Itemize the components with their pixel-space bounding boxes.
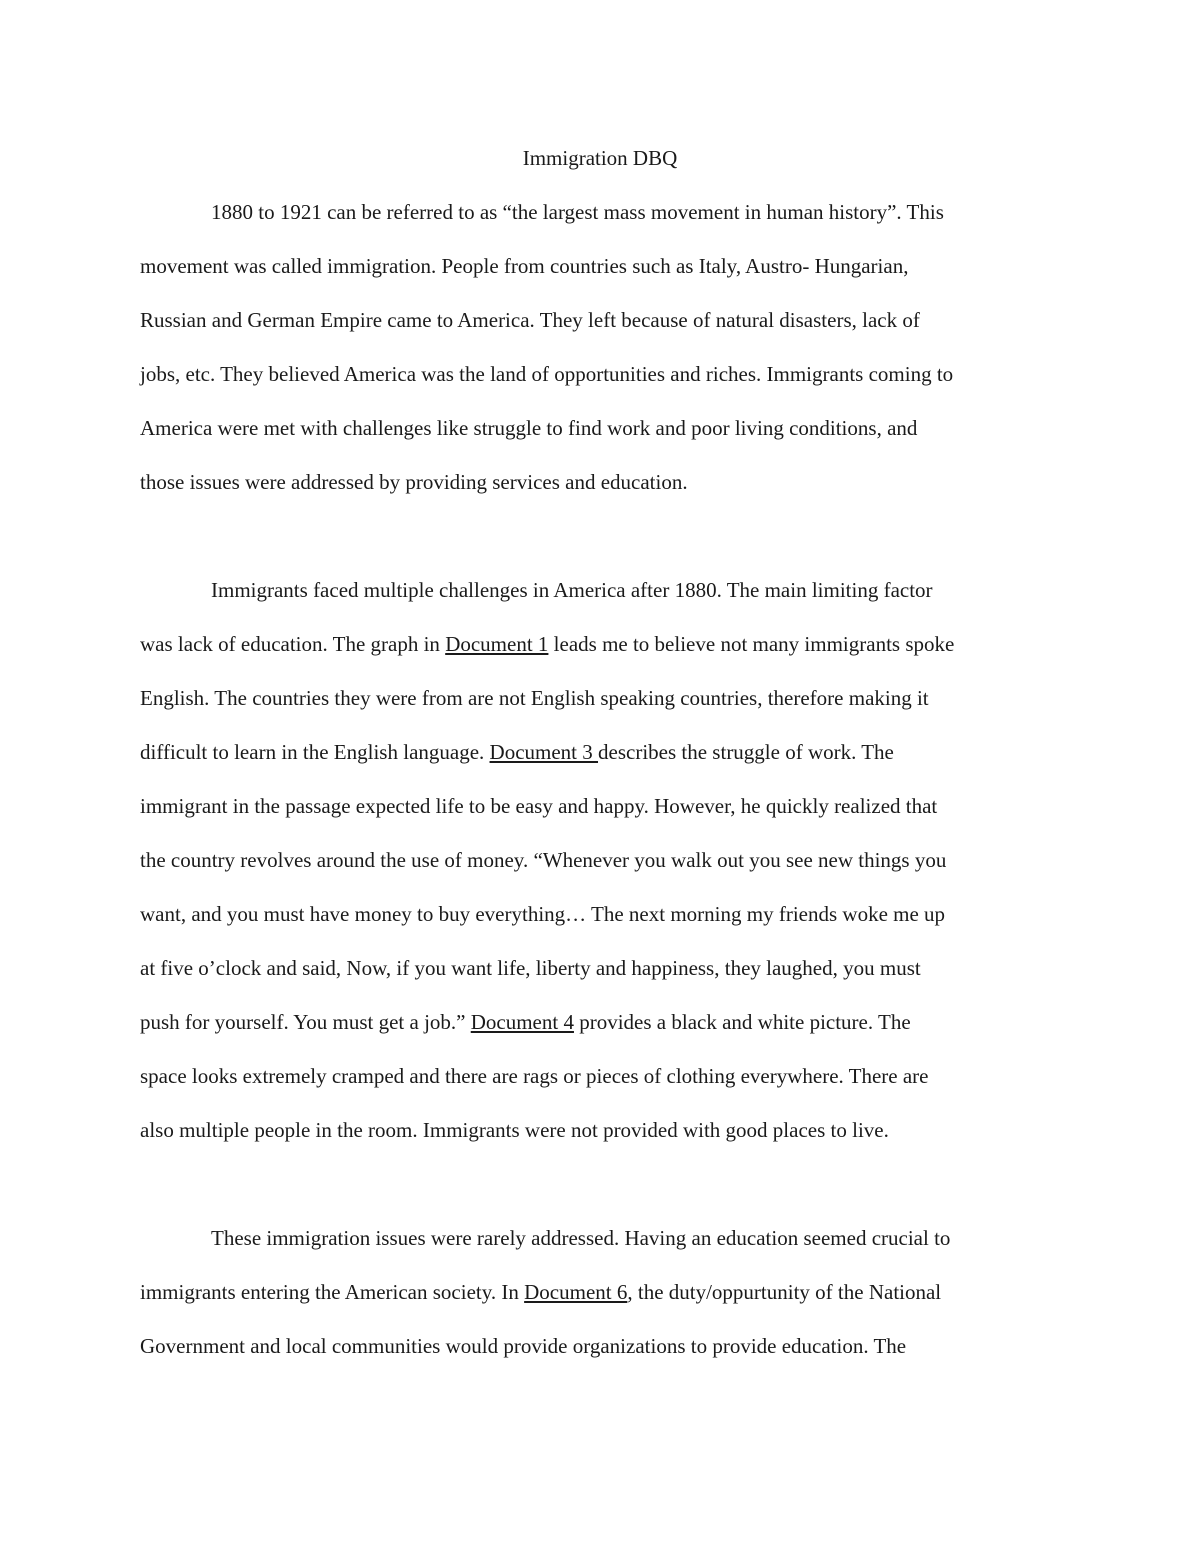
paragraph-2-line: the country revolves around the use of money. “Whenever you walk out you see new things you <box>140 848 947 872</box>
paragraph-3-line <box>140 1278 941 1306</box>
line-text: was lack of education. The graph in <box>140 632 446 656</box>
paragraph-1-line: movement was called immigration. People from countries such as Italy, Austro- Hungarian, <box>140 254 909 278</box>
paragraph-1-line: jobs, etc. They believed America was the land of opportunities and riches. Immigrants coming to <box>140 362 954 386</box>
document-1-reference: Document 1 <box>445 632 549 656</box>
line-text: leads me to believe not many immigrants spoke <box>548 632 955 656</box>
paragraph-1-line: those issues were addressed by providing services and education. <box>140 470 688 494</box>
paragraph-2-line <box>140 738 894 766</box>
line-text: difficult to learn in the English language. <box>140 740 490 764</box>
paragraph-2-line: Immigrants faced multiple challenges in America after 1880. The main limiting factor <box>211 578 933 602</box>
paragraph-1-line: America were met with challenges like struggle to find work and poor living conditions, and <box>140 416 918 440</box>
line-text: provides a black and white picture. The <box>573 1010 911 1034</box>
line-text: , the duty/oppurtunity of the National <box>627 1280 942 1304</box>
line-text: immigrants entering the American society. In <box>140 1280 525 1304</box>
paragraph-3-line: Government and local communities would provide organizations to provide education. The <box>140 1334 907 1358</box>
paragraph-2-line: at five o’clock and said, Now, if you want life, liberty and happiness, they laughed, you must <box>140 956 921 980</box>
paragraph-2-line: space looks extremely cramped and there are rags or pieces of clothing everywhere. There are <box>140 1064 929 1088</box>
paragraph-3-line: These immigration issues were rarely addressed. Having an education seemed crucial to <box>211 1226 951 1250</box>
document-4-reference: Document 4 <box>470 1010 574 1034</box>
document-6-reference: Document 6 <box>524 1280 628 1304</box>
paragraph-1-line: 1880 to 1921 can be referred to as “the largest mass movement in human history”. This <box>211 200 944 224</box>
line-text: describes the struggle of work. The <box>598 740 894 764</box>
paragraph-2-line: English. The countries they were from are not English speaking countries, therefore making it <box>140 686 929 710</box>
document-3-reference: Document 3 <box>489 740 599 764</box>
paragraph-1-line: Russian and German Empire came to America. They left because of natural disasters, lack of <box>140 308 920 332</box>
line-text: push for yourself. You must get a job.” <box>140 1010 471 1034</box>
paragraph-2-line: immigrant in the passage expected life to be easy and happy. However, he quickly realized that <box>140 794 938 818</box>
paragraph-2-line: want, and you must have money to buy everything… The next morning my friends woke me up <box>140 902 946 926</box>
paragraph-2-line: also multiple people in the room. Immigrants were not provided with good places to live. <box>140 1118 889 1142</box>
paragraph-2-line <box>140 630 954 658</box>
document-title: Immigration DBQ <box>522 146 678 170</box>
paragraph-2-line <box>140 1008 911 1036</box>
